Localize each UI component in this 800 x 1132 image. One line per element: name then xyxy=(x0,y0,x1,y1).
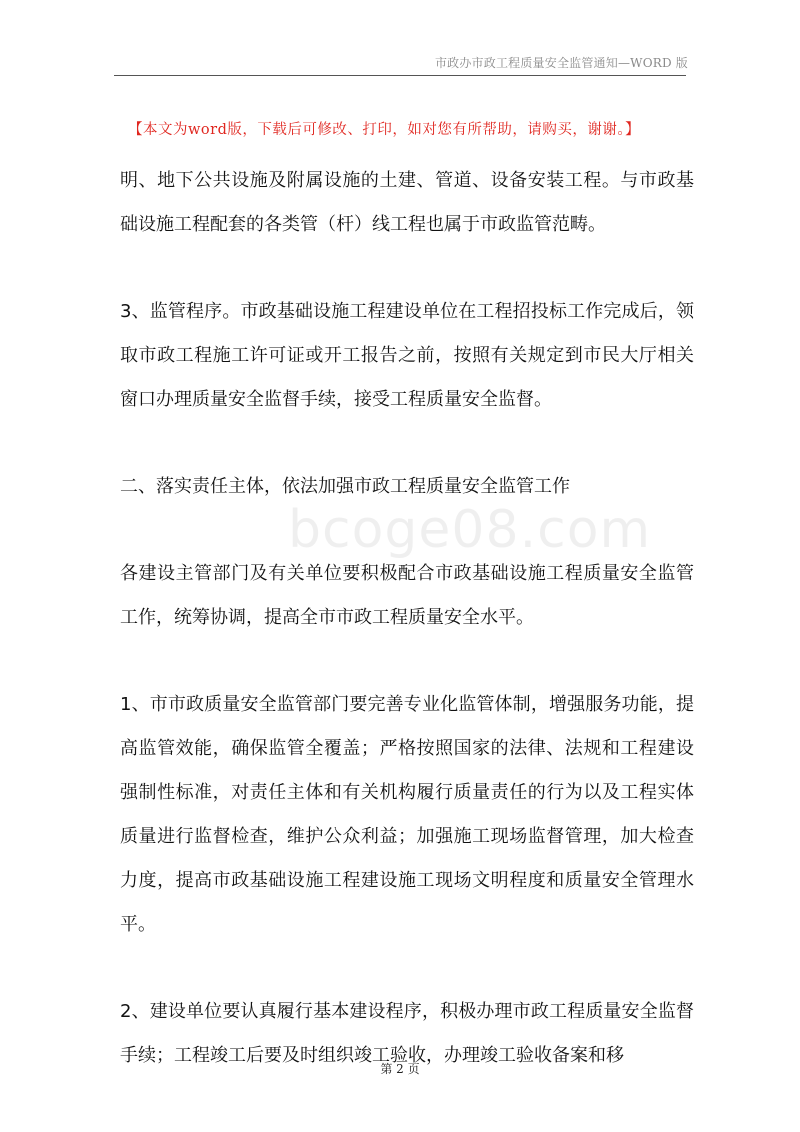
paragraph-scope-continuation: 明、地下公共设施及附属设施的土建、管道、设备安装工程。与市政基础设施工程配套的各类管（杆）线工程也属于市政监管范畴。 xyxy=(120,170,694,235)
paragraph-section-intro: 各建设主管部门及有关单位要积极配合市政基础设施工程质量安全监管工作，统筹协调，提高全市市政工程质量安全水平。 xyxy=(120,563,694,628)
document-body xyxy=(120,159,694,1121)
download-notice: 【本文为word版，下载后可修改、打印，如对您有所帮助，请购买，谢谢。】 xyxy=(128,122,641,138)
paragraph-item-1: 1、市市政质量安全监管部门要完善专业化监管体制，增强服务功能，提高监管效能，确保监管全覆盖；严格按照国家的法律、法规和工程建设强制性标准，对责任主体和有关机构履行质量责任的行为以及工程实体质量进行监督检查，维护公众利益；加强施工现场监督管理，加大检查力度，提高市政基础设施工程建设施工现场文明程度和质量安全管理水平。 xyxy=(120,694,694,935)
running-header: 市政办市政工程质量安全监管通知—WORD 版 xyxy=(434,56,688,70)
paragraph-item-2: 2、建设单位要认真履行基本建设程序，积极办理市政工程质量安全监督手续；工程竣工后要及时组织竣工验收，办理竣工验收备案和移 xyxy=(120,1001,694,1066)
header-divider xyxy=(114,75,686,76)
section-heading-2: 二、落实责任主体，依法加强市政工程质量安全监管工作 xyxy=(120,476,570,497)
paragraph-supervision-procedure: 3、监管程序。市政基础设施工程建设单位在工程招投标工作完成后，领取市政工程施工许可证或开工报告之前，按照有关规定到市民大厅相关窗口办理质量安全监督手续，接受工程质量安全监督。 xyxy=(120,301,694,410)
page-number: 第 2 页 xyxy=(380,1062,420,1076)
watermark-text: bcoge08.com xyxy=(288,500,652,560)
